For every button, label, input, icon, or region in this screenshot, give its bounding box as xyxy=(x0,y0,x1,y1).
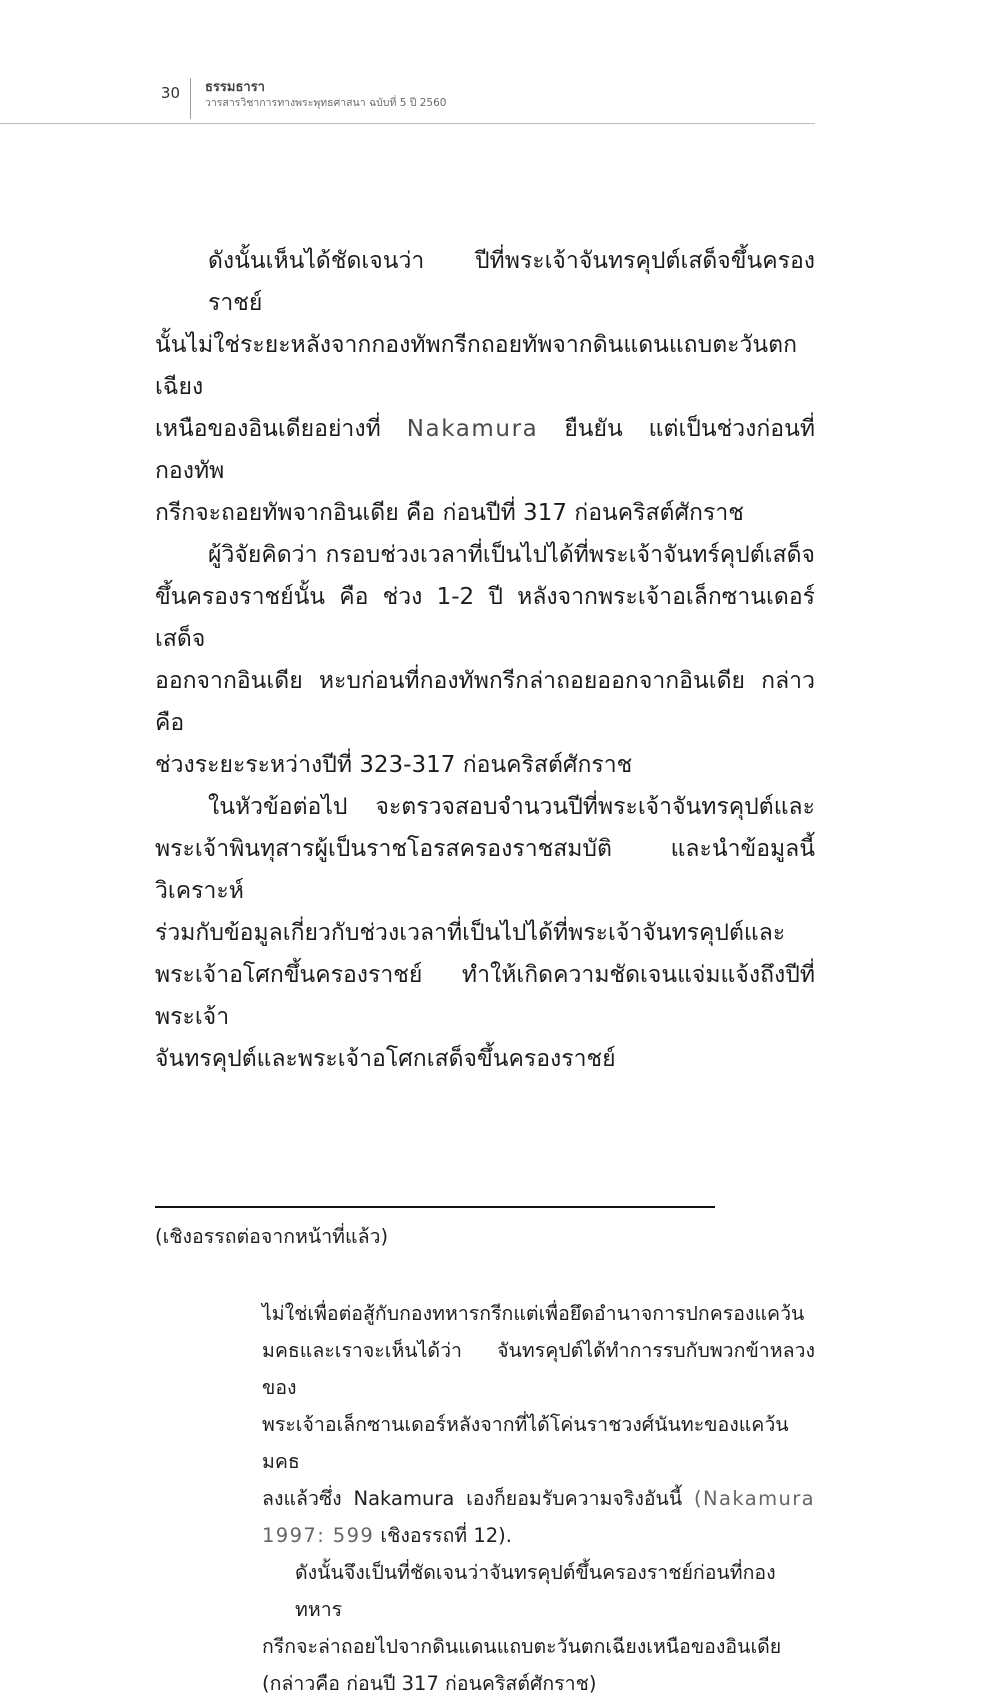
citation-year-page: 1997: 599 xyxy=(262,1524,375,1547)
body-line: พระเจ้าอโศกขึ้นครองราชย์ ทำให้เกิดความชัดเจนแจ่มแจ้งถึงปีที่พระเจ้า xyxy=(155,962,815,1030)
body-paragraph xyxy=(155,240,815,534)
body-paragraph xyxy=(155,534,815,786)
journal-subtitle: วารสารวิชาการทางพระพุทธศาสนา ฉบับที่ 5 ปี 2560 xyxy=(205,97,447,109)
footnote-paragraph xyxy=(262,1295,815,1554)
body-line: จันทรคุปต์และพระเจ้าอโศกเสด็จขึ้นครองราชย์ xyxy=(155,1046,616,1072)
body-line: ออกจากอินเดีย หะบก่อนที่กองทัพกรีกล่าถอยออกจากอินเดีย กล่าวคือ xyxy=(155,668,815,736)
footnote-continued-label: (เชิงอรรถต่อจากหน้าที่แล้ว) xyxy=(155,1225,389,1248)
body-line: ร่วมกับข้อมูลเกี่ยวกับช่วงเวลาที่เป็นไปได้ที่พระเจ้าจันทรคุปต์และ xyxy=(155,920,786,946)
footnote-text xyxy=(262,1295,815,1702)
body-line: นั้นไม่ใช่ระยะหลังจากกองทัพกรีกถอยทัพจากดินแดนแถบตะวันตกเฉียง xyxy=(155,332,797,400)
body-line: ผู้วิจัยคิดว่า กรอบช่วงเวลาที่เป็นไปได้ที่พระเจ้าจันทร์คุปต์เสด็จ xyxy=(208,542,815,568)
footnote-line: (กล่าวคือ ก่อนปี 317 ก่อนคริสต์ศักราช) xyxy=(262,1672,597,1695)
footnote-line: ไม่ใช่เพื่อต่อสู้กับกองทหารกรีกแต่เพื่อยึดอำนาจการปกครองแคว้น xyxy=(262,1302,805,1325)
header-rule xyxy=(0,123,815,124)
body-line-segment: เหนือของอินเดียอย่างที่ xyxy=(155,416,407,442)
author-name: Nakamura xyxy=(406,416,539,442)
body-text xyxy=(155,240,815,1080)
body-line: ในหัวข้อต่อไป จะตรวจสอบจำนวนปีที่พระเจ้าจันทรคุปต์และ xyxy=(208,794,815,820)
body-line-segment: ยืนยัน แต่เป็นช่วงก่อนที่กองทัพ xyxy=(155,416,816,484)
footnote-line: พระเจ้าอเล็กซานเดอร์หลังจากที่ได้โค่นราชวงศ์นันทะของแคว้นมคธ xyxy=(262,1413,789,1473)
page-number: 30 xyxy=(160,84,180,102)
footnote-line xyxy=(262,1480,815,1517)
body-line xyxy=(155,408,815,492)
footnote-line: กรีกจะล่าถอยไปจากดินแดนแถบตะวันตกเฉียงเหนือของอินเดีย xyxy=(262,1635,782,1658)
body-line: พระเจ้าพินทุสารผู้เป็นราชโอรสครองราชสมบัติ และนำข้อมูลนี้วิเคราะห์ xyxy=(155,836,815,904)
footnote-line: มคธและเราจะเห็นได้ว่า จันทรคุปต์ได้ทำการรบกับพวกข้าหลวงของ xyxy=(262,1339,815,1399)
footnote-line xyxy=(262,1517,815,1554)
footnote-paragraph xyxy=(262,1554,815,1702)
footnote-separator xyxy=(155,1206,715,1208)
footnote-line-segment: ลงแล้วซึ่ง Nakamura เองก็ยอมรับความจริงอันนี้ xyxy=(262,1487,695,1510)
journal-title: ธรรมธารา xyxy=(205,80,265,95)
body-line: ช่วงระยะระหว่างปีที่ 323-317 ก่อนคริสต์ศักราช xyxy=(155,752,633,778)
body-line: กรีกจะถอยทัพจากอินเดีย คือ ก่อนปีที่ 317 ก่อนคริสต์ศักราช xyxy=(155,500,744,526)
header-divider xyxy=(190,78,191,119)
footnote-line: ดังนั้นจึงเป็นที่ชัดเจนว่าจันทรคุปต์ขึ้นครองราชย์ก่อนที่กองทหาร xyxy=(295,1561,776,1621)
citation-author: (Nakamura xyxy=(694,1487,815,1510)
body-paragraph xyxy=(155,786,815,1080)
body-line: ดังนั้นเห็นได้ชัดเจนว่า ปีที่พระเจ้าจันทรคุปต์เสด็จขึ้นครองราชย์ xyxy=(208,248,815,316)
page-content xyxy=(155,240,815,1702)
footnote-line-segment: เชิงอรรถที่ 12). xyxy=(374,1524,512,1547)
body-line: ขึ้นครองราชย์นั้น คือ ช่วง 1-2 ปี หลังจากพระเจ้าอเล็กซานเดอร์เสด็จ xyxy=(155,584,815,652)
